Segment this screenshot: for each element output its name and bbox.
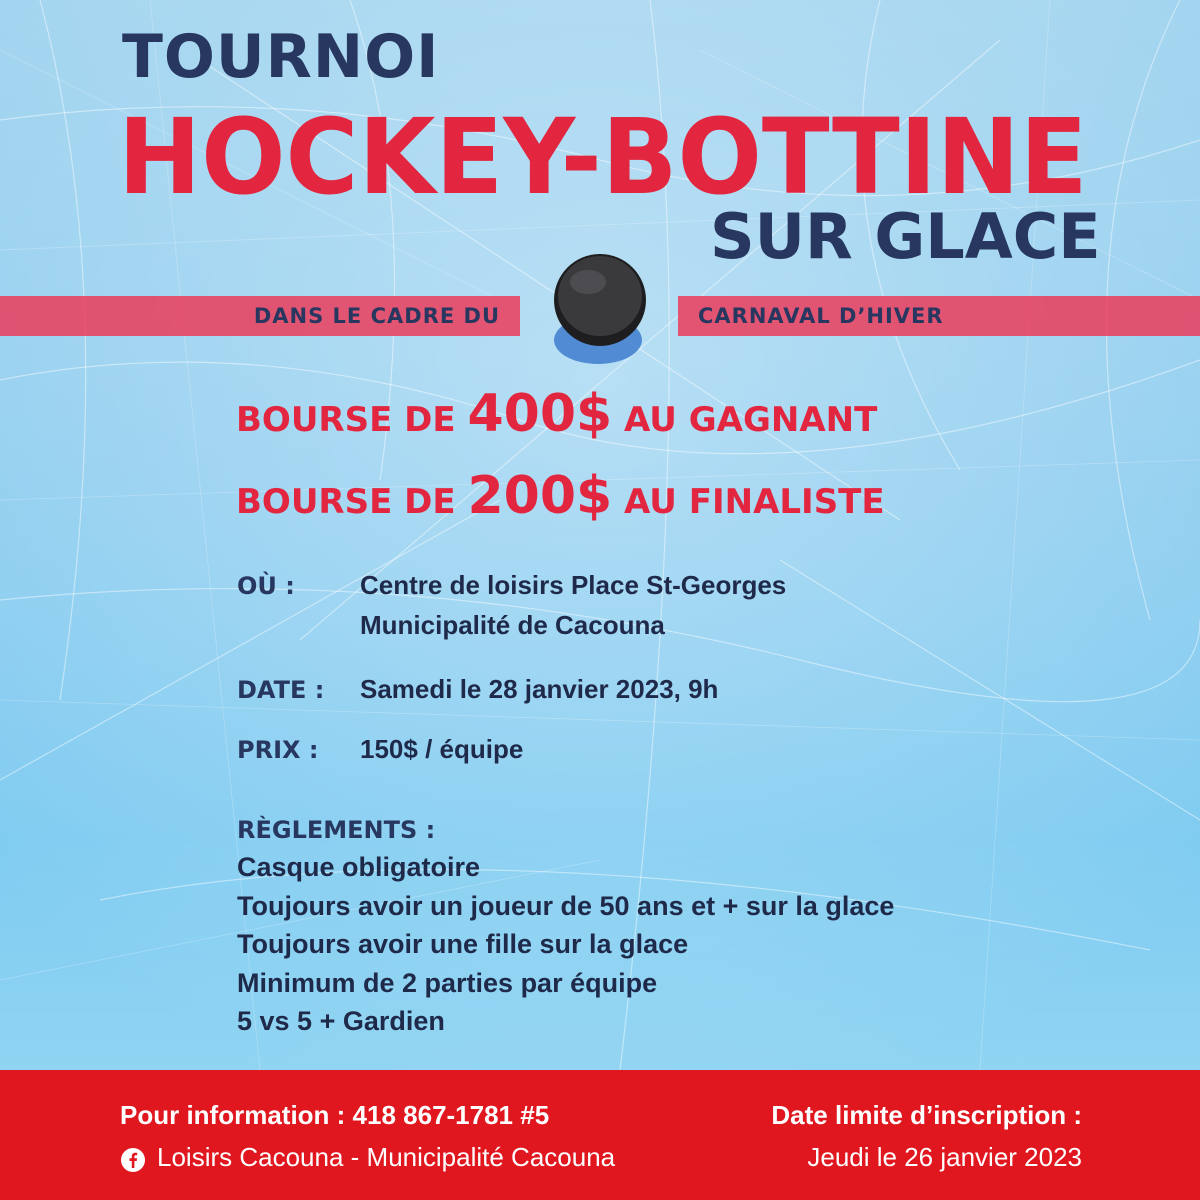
prize-winner-amount: 400$ — [467, 384, 613, 444]
prize-winner-suffix: AU GAGNANT — [612, 400, 878, 440]
title-tournoi: TOURNOI — [122, 22, 440, 92]
footer-social-link[interactable]: Loisirs Cacouna - Municipalité Cacouna — [157, 1142, 616, 1172]
prize-finalist — [236, 466, 885, 526]
rules-title: RÈGLEMENTS : — [237, 816, 436, 844]
title-hockey-bottine: HOCKEY-BOTTINE — [118, 96, 1088, 218]
band-right — [678, 296, 1200, 336]
where-line2: Municipalité de Cacouna — [360, 610, 665, 640]
rule-item: Toujours avoir une fille sur la glace — [237, 929, 689, 959]
rules-list — [237, 848, 894, 1041]
band-left — [0, 296, 520, 336]
title-sur-glace: SUR GLACE — [710, 200, 1101, 273]
rule-item: Casque obligatoire — [237, 852, 481, 882]
date-label: DATE : — [237, 676, 325, 704]
footer-deadline-label: Date limite d’inscription : — [771, 1100, 1082, 1130]
price-value: 150$ / équipe — [360, 734, 524, 764]
rule-item: 5 vs 5 + Gardien — [237, 1006, 445, 1036]
footer-bar — [0, 1070, 1200, 1200]
where-line1: Centre de loisirs Place St-Georges — [360, 570, 787, 600]
prize-finalist-amount: 200$ — [467, 466, 613, 526]
price-label: PRIX : — [237, 736, 319, 764]
band-left-text: DANS LE CADRE DU — [253, 304, 500, 328]
prize-finalist-prefix: BOURSE DE — [236, 482, 468, 522]
prize-finalist-suffix: AU FINALISTE — [612, 482, 885, 522]
band-right-text: CARNAVAL D’HIVER — [698, 304, 944, 328]
prize-winner — [236, 384, 878, 444]
footer-deadline-date: Jeudi le 26 janvier 2023 — [807, 1142, 1082, 1172]
where-label: OÙ : — [237, 572, 295, 600]
rule-item: Toujours avoir un joueur de 50 ans et + sur la glace — [237, 890, 895, 921]
date-value: Samedi le 28 janvier 2023, 9h — [360, 674, 719, 704]
prize-winner-prefix: BOURSE DE — [236, 400, 468, 440]
hockey-puck-icon — [540, 240, 660, 370]
rule-item: Minimum de 2 parties par équipe — [237, 967, 658, 998]
facebook-icon — [120, 1147, 146, 1173]
footer-info-phone: Pour information : 418 867-1781 #5 — [120, 1100, 550, 1130]
